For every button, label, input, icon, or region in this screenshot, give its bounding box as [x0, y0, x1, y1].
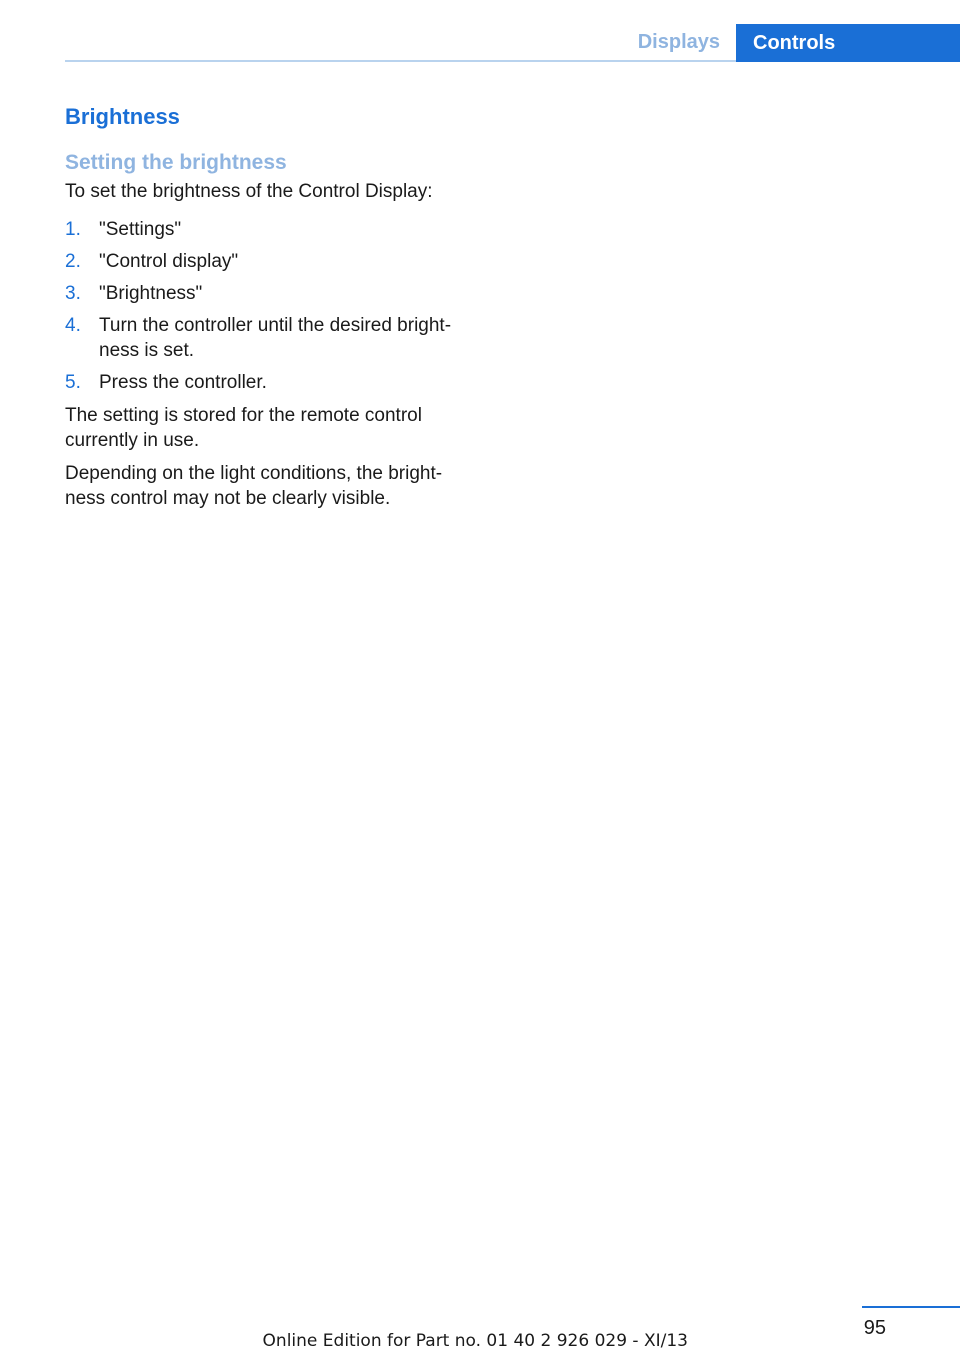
page-number: 95: [863, 1317, 886, 1339]
edition-footer: Online Edition for Part no. 01 40 2 926 029 - XI/13: [262, 1331, 688, 1351]
header-chapter-tab: Controls: [736, 24, 960, 62]
page-title: Brightness: [65, 104, 180, 129]
step-number: 1.: [65, 219, 81, 240]
step-text: Press the controller.: [99, 372, 267, 393]
step-text: Turn the controller until the desired bright‐ ness is set.: [99, 315, 452, 361]
step-text: "Brightness": [99, 283, 203, 304]
list-item: [65, 217, 485, 242]
visibility-note-paragraph: Depending on the light conditions, the bright‐ ness control may not be clearly visible.: [65, 463, 443, 509]
step-number: 2.: [65, 251, 81, 272]
steps-list: [65, 217, 485, 395]
intro-paragraph: To set the brightness of the Control Display:: [65, 181, 433, 202]
list-item: [65, 313, 485, 363]
storage-note-paragraph: The setting is stored for the remote control currently in use.: [65, 405, 422, 451]
step-text: "Settings": [99, 219, 182, 240]
step-number: 4.: [65, 315, 81, 336]
page-content: [65, 100, 485, 511]
step-text: "Control display": [99, 251, 239, 272]
footer-rule: [862, 1306, 960, 1308]
list-item: [65, 281, 485, 306]
step-number: 3.: [65, 283, 81, 304]
list-item: [65, 249, 485, 274]
list-item: [65, 370, 485, 395]
step-number: 5.: [65, 372, 81, 393]
header-section-label: Displays: [637, 31, 720, 53]
section-subtitle: Setting the brightness: [65, 151, 287, 174]
